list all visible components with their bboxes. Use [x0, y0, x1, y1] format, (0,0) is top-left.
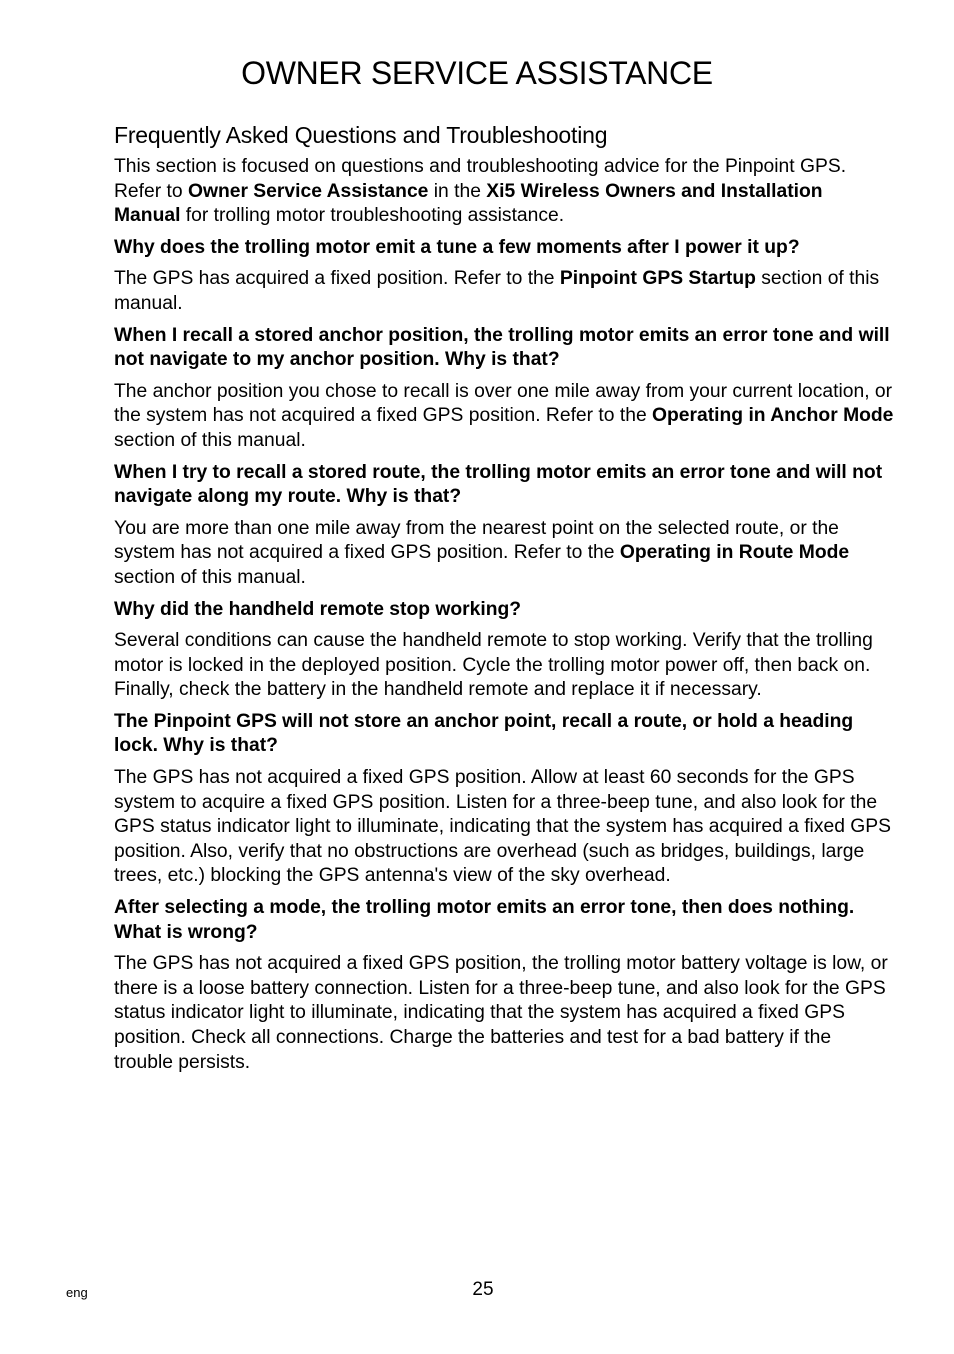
intro-ref-owner-service: Owner Service Assistance	[187, 180, 429, 202]
faq-question-6: After selecting a mode, the trolling motor emits an error tone, then does nothing. What is wrong?	[114, 897, 855, 943]
footer-language: eng	[66, 1285, 88, 1300]
answer-text: section of this manual.	[114, 429, 306, 451]
faq-answer-5: The GPS has not acquired a fixed GPS position. Allow at least 60 seconds for the GPS system to acquire a fixed GPS position. Listen for a three-beep tune, and also look for the GPS status indicator light to illuminate, indicating that the system has acquired a fixed GPS position. Also, verify that no obstructions are overhead (such as bridges, buildings, large trees, etc.) blocking the GPS antenna's view of the sky overhead.	[114, 767, 892, 887]
intro-paragraph	[114, 155, 894, 229]
page-number: 25	[472, 1279, 494, 1300]
intro-ref-xi5-manual: Xi5 Wireless Owners and Installation Manual	[114, 180, 823, 227]
faq-question-3: When I try to recall a stored route, the trolling motor emits an error tone and will not navigate along my route. Why is that?	[114, 461, 883, 508]
intro-text-3: for trolling motor troubleshooting assistance.	[180, 205, 565, 227]
answer-text: You are more than one mile away from the nearest point on the selected route, or the system has not acquired a fixed GPS position. Refer to the	[114, 517, 839, 564]
faq-question-2: When I recall a stored anchor position, the trolling motor emits an error tone and will not navigate to my anchor position. Why is that?	[114, 324, 890, 371]
faq-answer-3	[114, 517, 894, 591]
answer-reference: Pinpoint GPS Startup	[559, 268, 756, 290]
intro-text-2: in the	[428, 180, 487, 202]
faq-answer-2	[114, 380, 894, 454]
faq-answer-4: Several conditions can cause the handheld remote to stop working. Verify that the trolling motor is locked in the deployed position. Cycle the trolling motor power off, then back on. Finally, check the battery in the handheld remote and replace it if necessary.	[114, 630, 873, 701]
faq-question-4: Why did the handheld remote stop working?	[114, 598, 522, 620]
answer-text: section of this manual.	[114, 566, 306, 588]
answer-text: section of this manual.	[114, 268, 880, 314]
faq-question-1: Why does the trolling motor emit a tune a few moments after I power it up?	[114, 236, 800, 258]
faq-answer-6: The GPS has not acquired a fixed GPS position, the trolling motor battery voltage is low, or there is a loose battery connection. Listen for a three-beep tune, and also look for the GPS status indicator light to illuminate, indicating that the system has acquired a fixed GPS position. Check all connections. Charge the batteries and test for a bad battery if the trouble persists.	[114, 953, 888, 1073]
answer-text: The GPS has acquired a fixed position. Refer to the	[114, 268, 560, 290]
answer-text: The anchor position you chose to recall is over one mile away from your current location, or the system has not acquired a fixed GPS position. Refer to the	[114, 380, 893, 427]
faq-answer-1	[114, 267, 894, 316]
intro-text-1: This section is focused on questions and troubleshooting advice for the Pinpoint GPS. Refer to	[114, 156, 847, 202]
section-title: Frequently Asked Questions and Troubleshooting	[114, 122, 608, 148]
answer-reference: Operating in Route Mode	[619, 542, 850, 564]
faq-content	[114, 120, 894, 1082]
faq-question-5: The Pinpoint GPS will not store an anchor point, recall a route, or hold a heading lock. Why is that?	[114, 710, 854, 757]
answer-reference: Operating in Anchor Mode	[652, 405, 894, 427]
page-title: OWNER SERVICE ASSISTANCE	[241, 55, 713, 91]
